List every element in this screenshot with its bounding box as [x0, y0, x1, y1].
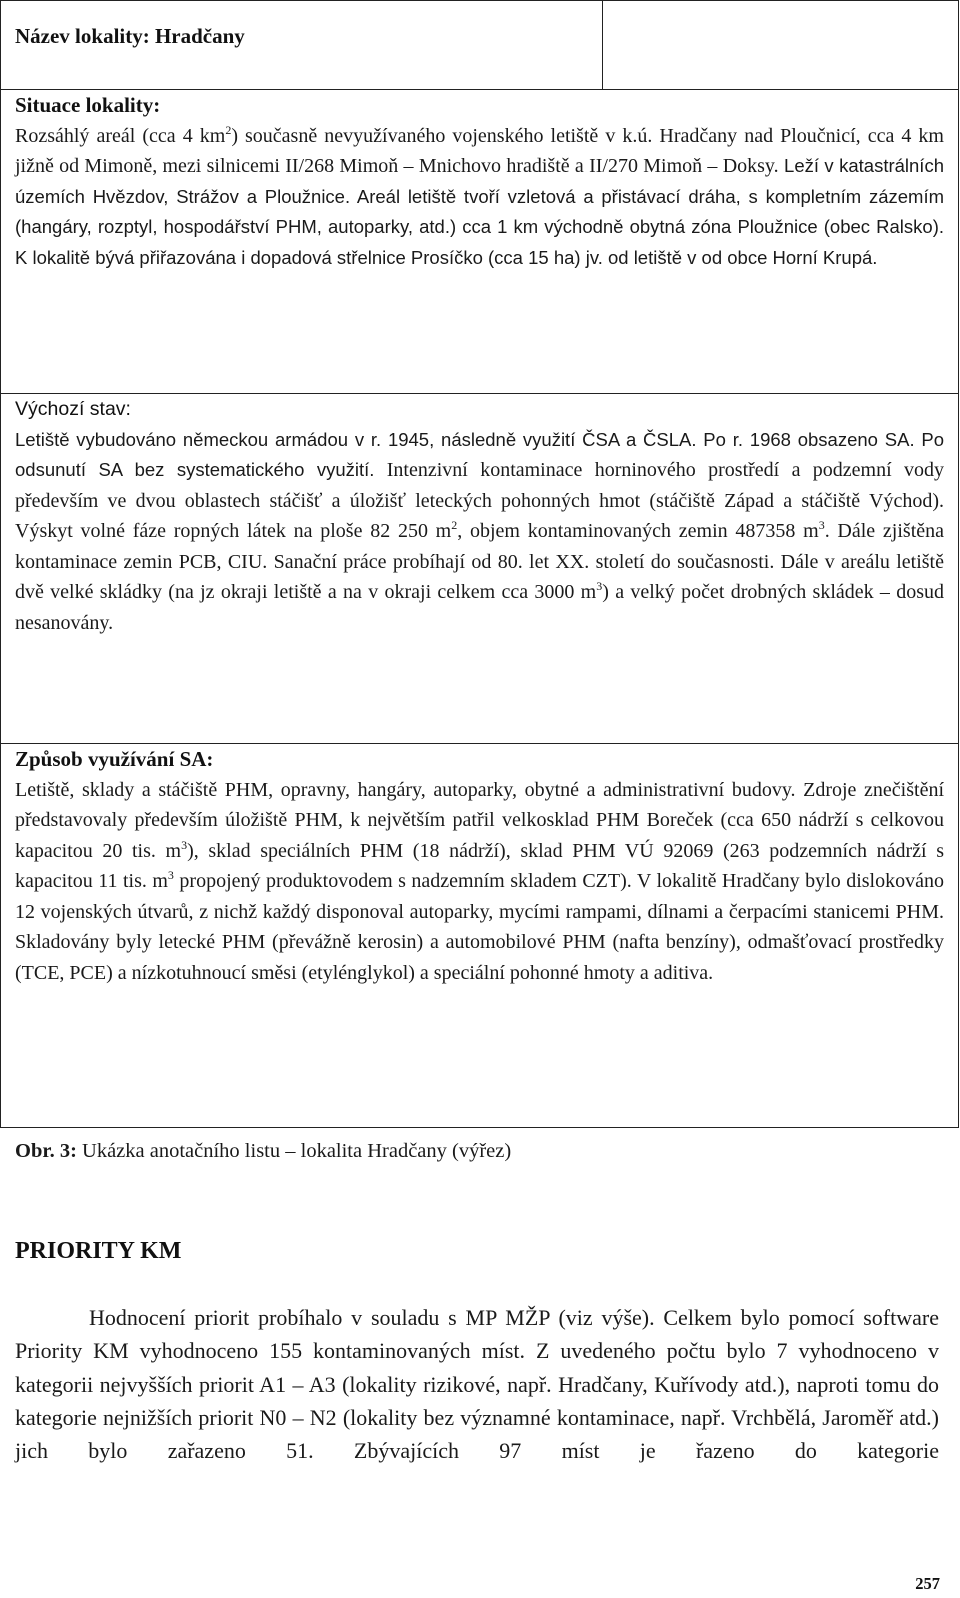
- caption-label: Obr. 3:: [15, 1140, 77, 1162]
- site-title: Název lokality: Hradčany: [1, 1, 603, 90]
- situation-row: [1, 90, 959, 394]
- usage-cell: [1, 744, 959, 1128]
- section-heading-priority: PRIORITY KM: [15, 1238, 182, 1264]
- usage-text: Letiště, sklady a stáčiště PHM, opravny, hangáry, autoparky, obytné a administrativní budovy. Zdroje znečištění představovaly především úložiště PHM, k největším patřil velkosklad PHM Boreček (cca 650 nádrží s celkovou kapacitou 20 tis. $m^3$), sklad speciálních PHM (18 nádrží), sklad PHM VÚ 92069 (263 podzemních nádrží s kapacitou 11 tis. $m^3$ propojený produktovodem s nadzemním skladem CZT). V lokalitě Hradčany bylo dislokováno 12 vojenských útvarů, z nichž každý disponoval autoparky, mycími rampami, dílnami a čerpacími stanicemi PHM. Skladovány byly letecké PHM (převážně kerosin) a automobilové PHM (nafta benzíny), odmašťovací prostředky (TCE, PCE) a nízkotuhnoucí směsi (etylénglykol) a speciální pohonné hmoty a aditiva.: [15, 778, 944, 984]
- situation-heading: Situace lokality:: [15, 93, 161, 117]
- initial-state-row: [1, 394, 959, 744]
- situation-cell: [1, 90, 959, 394]
- situation-text: Rozsáhlý areál (cca 4 $km^2$) současně nevyužívaného vojenského letiště v k.ú. Hradčany nad Ploučnicí, cca 4 km jižně od Mimoně, mezi silnicemi II/268 Mimoň – Mnichovo hradiště a II/270 Mimoň – Doksy. Leží v katastrálních územích Hvězdov, Strážov a Ploužnice. Areál letiště tvoří vzletová a přistávací dráha, s kompletním zázemím (hangáry, rozptyl, hospodářství PHM, autoparky, atd.) cca 1 km východně obytná zóna Ploužnice (obec Ralsko). K lokalitě bývá přiřazována i dopadová střelnice Prosíčko (cca 15 ha) jv. od letiště v od obce Horní Krupá.: [15, 122, 944, 268]
- page-number: 257: [915, 1574, 940, 1593]
- initial-state-cell: [1, 394, 959, 744]
- figure-caption: [15, 1140, 511, 1163]
- empty-title-cell: [603, 1, 959, 90]
- priority-paragraph: [15, 1301, 939, 1467]
- usage-row: [1, 744, 959, 1128]
- usage-heading: Způsob využívání SA:: [15, 747, 214, 771]
- caption-text: Ukázka anotačního listu – lokalita Hradčany (výřez): [76, 1140, 512, 1162]
- initial-state-heading: Výchozí stav:: [15, 398, 131, 420]
- initial-state-text: Letiště vybudováno německou armádou v r. 1945, následně využití ČSA a ČSLA. Po r. 1968 obsazeno SA. Po odsunutí SA bez systematického využití. Intenzivní kontaminace horninového prostředí a podzemní vody především ve dvou oblastech stáčišť a úložišť leteckých pohonných hmot (stáčiště Západ a stáčiště Východ). Výskyt volné fáze ropných látek na ploše 82 250 $m^2$, objem kontaminovaných zemin 487358 $m^3$. Dále zjištěna kontaminace zemin PCB, CIU. Sanační práce probíhají od 80. let XX. století do současnosti. Dále v areálu letiště dvě velké skládky (na jz okraji letiště a na v okraji celkem cca 3000 $m^3$) a velký počet drobných skládek – dosud nesanovány.: [15, 428, 945, 634]
- priority-text: Hodnocení priorit probíhalo v souladu s MP MŽP (viz výše). Celkem bylo pomocí software Priority KM vyhodnoceno 155 kontaminovaných míst. Z uvedeného počtu bylo 7 vyhodnoceno v kategorii nejvyšších priorit A1 – A3 (lokality rizikové, např. Hradčany, Kuřívody atd.), naproti tomu do kategorie nejnižších priorit N0 – N2 (lokality bez významné kontaminace, např. Vrchbělá, Jaroměř atd.) jich bylo zařazeno 51. Zbývajících 97 míst je řazeno do kategorie: [15, 1305, 939, 1464]
- title-row: [1, 1, 959, 90]
